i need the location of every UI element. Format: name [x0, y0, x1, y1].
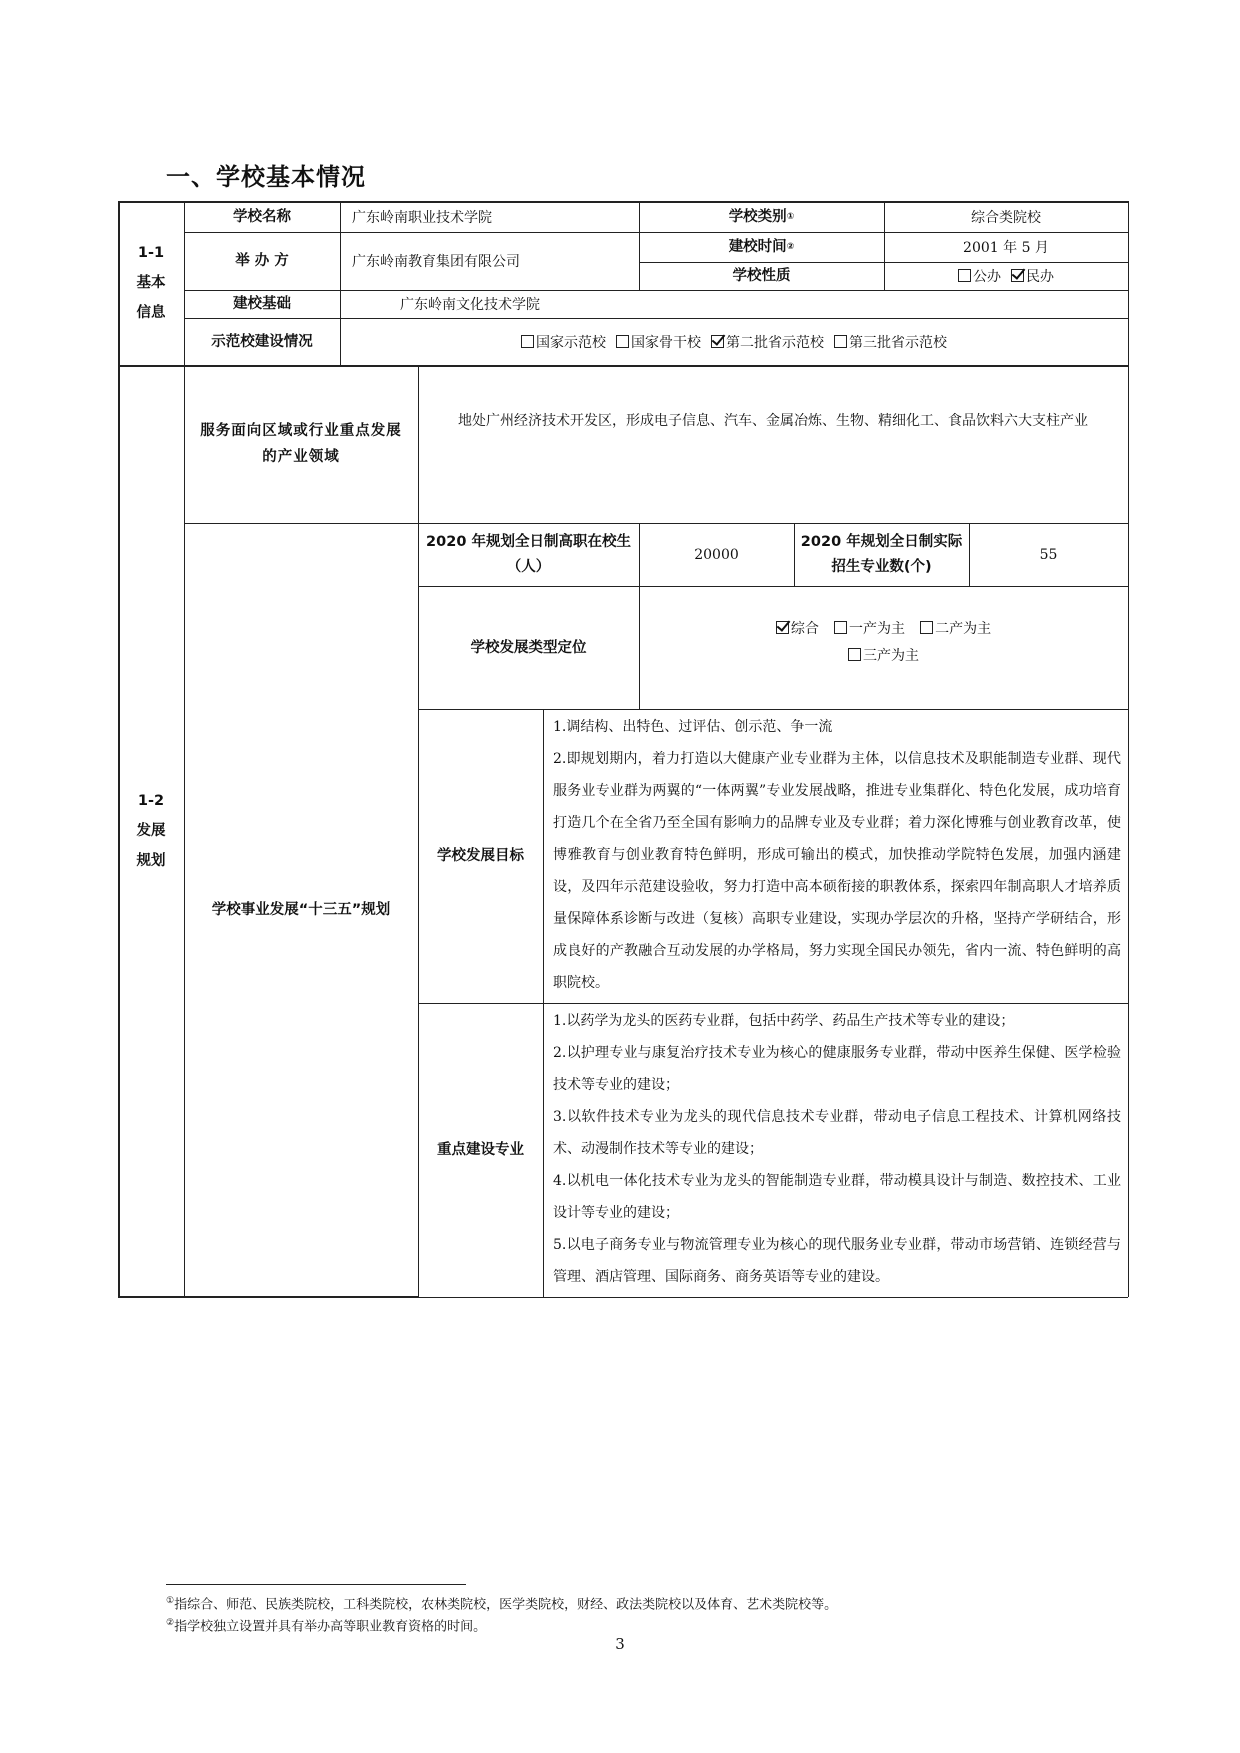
footnote-mark: ② [166, 1618, 175, 1629]
checkbox-icon [848, 648, 861, 661]
model-option-third-batch[interactable] [834, 332, 947, 352]
checked-checkbox-icon [776, 621, 789, 634]
school-type-label [639, 201, 884, 232]
list-item: 5.以电子商务专业与物流管理专业为核心的现代服务业专业群，带动市场营销、连锁经营与管理、酒店管理、国际商务、商务英语等专业的建设。 [553, 1237, 1121, 1285]
footnote-1 [166, 1592, 1126, 1614]
positioning-option-secondary[interactable] [920, 616, 991, 642]
option-label: 二产为主 [935, 620, 992, 637]
nature-option-private[interactable] [1011, 266, 1054, 286]
nature-options [884, 262, 1128, 290]
development-row-header [118, 365, 184, 1297]
footnote-text: 指学校独立设置并具有举办高等职业教育资格的时间。 [174, 1619, 487, 1635]
option-label: 第二批省示范校 [726, 334, 824, 351]
option-label: 一产为主 [849, 620, 905, 637]
organizer-label: 举 办 方 [235, 253, 289, 269]
row-header-line-2: 信息 [136, 305, 166, 321]
school-type-value: 综合类院校 [971, 209, 1041, 226]
foundation-label: 建校基础 [233, 296, 291, 312]
plan-label: 学校事业发展“十三五”规划 [211, 902, 391, 918]
majors-value: 55 [1039, 546, 1058, 563]
industry-value: 地处广州经济技术开发区，形成电子信息、汽车、金属冶炼、生物、精细化工、食品饮料六大支柱产业 [458, 413, 1088, 429]
positioning-options [639, 586, 1128, 709]
school-name-label: 学校名称 [233, 208, 291, 225]
footnote-text: 指综合、师范、民族类院校，工科类院校，农林类院校，医学类院校，财经、政法类院校以及体育、艺术类院校等。 [174, 1597, 838, 1613]
option-label: 第三批省示范校 [849, 334, 947, 351]
checkbox-icon [958, 269, 971, 282]
key-majors-label: 重点建设专业 [437, 1142, 524, 1158]
footnote-mark: ① [166, 1596, 175, 1606]
list-item: 2.以护理专业与康复治疗技术专业为核心的健康服务专业群，带动中医养生保健、医学检验技术等专业的建设； [553, 1045, 1121, 1093]
footnote-separator [166, 1584, 466, 1585]
nature-option-public[interactable] [958, 266, 1001, 286]
footnotes [166, 1592, 1126, 1637]
positioning-options-row-1 [771, 615, 996, 642]
footnote-ref-1: ① [786, 211, 795, 222]
row-header-line-1: 发展 [136, 823, 166, 839]
option-label: 国家示范校 [536, 334, 606, 351]
footnote-ref-2: ② [786, 242, 795, 252]
founded-value: 2001 年 5 月 [963, 240, 1049, 256]
model-option-second-batch[interactable] [711, 332, 824, 352]
positioning-option-primary[interactable] [834, 616, 905, 642]
positioning-option-comprehensive[interactable] [776, 616, 819, 642]
row-header-line-1: 基本 [136, 275, 166, 291]
option-label: 国家骨干校 [631, 334, 701, 351]
model-option-national-model[interactable] [521, 332, 606, 352]
page-number: 3 [615, 1635, 625, 1653]
students-label: 2020 年规划全日制高职在校生（人） [426, 533, 631, 575]
model-option-national-backbone[interactable] [616, 332, 701, 352]
founded-label [639, 232, 884, 262]
model-school-options [340, 318, 1128, 365]
industry-label: 服务面向区域或行业重点发展的产业领域 [200, 423, 402, 465]
basic-info-row-header [118, 201, 184, 365]
model-school-label: 示范校建设情况 [211, 333, 313, 350]
goals-label: 学校发展目标 [437, 848, 524, 864]
school-type-label-text: 学校类别 [728, 208, 787, 225]
row-header-code: 1-1 [137, 245, 165, 261]
row-header-line-2: 规划 [136, 853, 166, 869]
list-item: 2.即规划期内，着力打造以大健康产业专业群为主体，以信息技术及职能制造专业群、现代服务业专业群为两翼的“一体两翼”专业发展战略，推进专业集群化、特色化发展，成功培育打造几个在全省乃至全国有影响力的品牌专业及专业群；着力深化博雅与创业教育改革，使博雅教育与创业教育特色鲜明，形成可输出的模式，加快推动学院特色发展，加强内涵建设，及四年示范建设验收，努力打造中高本硕衔接的职教体系，探索四年制高职人才培养质量保障体系诊断与改进（复核）高职专业建设，实现办学层次的升格，坚持产学研结合，形成良好的产教融合互动发展的办学格局，努力实现全国民办领先，省内一流、特色鲜明的高职院校。 [553, 751, 1121, 991]
majors-label: 2020 年规划全日制实际招生专业数(个) [800, 533, 963, 575]
list-item: 1.以药学为龙头的医药专业群，包括中药学、药品生产技术等专业的建设； [553, 1013, 1015, 1029]
nature-label: 学校性质 [732, 268, 791, 284]
checkbox-icon [521, 335, 534, 348]
checked-checkbox-icon [711, 335, 724, 348]
checkbox-icon [616, 335, 629, 348]
checkbox-icon [834, 621, 847, 634]
list-item: 4.以机电一体化技术专业为龙头的智能制造专业群，带动模具设计与制造、数控技术、工业设计等专业的建设； [553, 1173, 1121, 1221]
school-name-value: 广东岭南职业技术学院 [352, 209, 492, 226]
organizer-value: 广东岭南教育集团有限公司 [352, 254, 520, 270]
positioning-label: 学校发展类型定位 [470, 639, 587, 656]
list-item: 3.以软件技术专业为龙头的现代信息技术专业群，带动电子信息工程技术、计算机网络技术、动漫制作技术等专业的建设； [553, 1109, 1121, 1157]
list-item: 1.调结构、出特色、过评估、创示范、争一流 [553, 719, 833, 735]
option-label: 综合 [790, 620, 819, 637]
founded-label-text: 建校时间 [728, 239, 787, 255]
positioning-options-row-2 [843, 642, 924, 669]
row-header-code: 1-2 [137, 793, 165, 809]
option-label: 民办 [1026, 269, 1054, 285]
checkbox-icon [834, 335, 847, 348]
option-label: 三产为主 [863, 647, 919, 664]
students-value: 20000 [694, 546, 739, 563]
checked-checkbox-icon [1011, 269, 1024, 282]
positioning-option-tertiary[interactable] [848, 643, 919, 669]
footnote-2 [166, 1614, 1126, 1636]
goals-list [553, 711, 1121, 999]
option-label: 公办 [973, 269, 1001, 285]
checkbox-icon [920, 621, 933, 634]
foundation-value: 广东岭南文化技术学院 [400, 297, 540, 313]
key-majors-list [553, 1005, 1121, 1293]
section-heading: 一、学校基本情况 [166, 163, 366, 191]
